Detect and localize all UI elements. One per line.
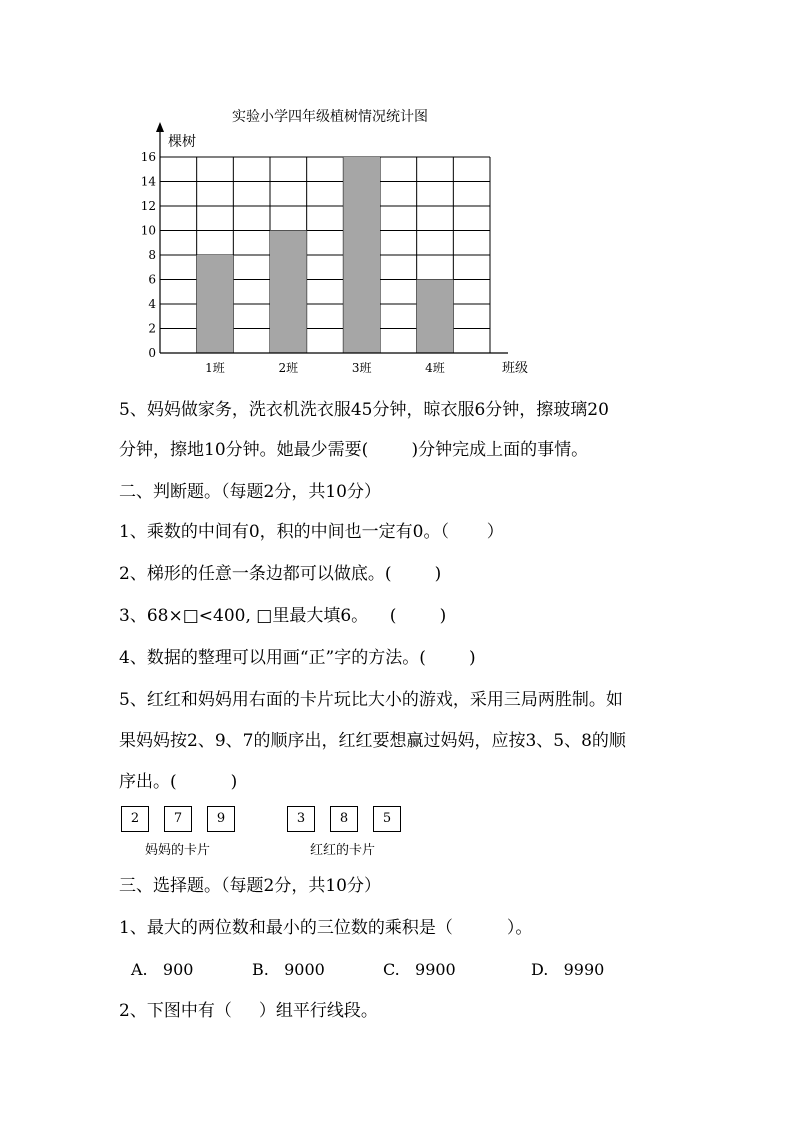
x-tick-label: 4班: [425, 361, 445, 375]
judge-item-5-line-3: 序出。( ): [119, 772, 238, 792]
judge-item-1: 1、乘数的中间有0，积的中间也一定有0。（ ）: [119, 522, 504, 542]
choice-1-option-a: A. 900: [131, 960, 194, 979]
tree-planting-bar-chart: [0, 0, 794, 385]
question-5-line-1: 5、妈妈做家务，洗衣机洗衣服45分钟，晾衣服6分钟，擦玻璃20: [119, 400, 609, 420]
section-3-title: 三、选择题。（每题2分，共10分）: [119, 876, 381, 896]
mom-card-1: 2: [121, 806, 149, 832]
hong-cards-label: 红红的卡片: [310, 843, 376, 858]
choice-question-1: 1、最大的两位数和最小的三位数的乘积是（ ）。: [119, 918, 533, 938]
y-axis-label: 棵树: [168, 134, 196, 150]
mom-cards-label: 妈妈的卡片: [145, 843, 211, 858]
judge-item-5-line-2: 果妈妈按2、9、7的顺序出，红红要想赢过妈妈，应按3、5、8的顺: [119, 731, 626, 751]
bar-1班: [197, 255, 234, 353]
bar-3班: [343, 157, 380, 353]
x-tick-label: 2班: [278, 361, 299, 375]
y-tick-label: 16: [140, 150, 156, 164]
judge-item-3: 3、68×□<400, □里最大填6。 ( ): [119, 606, 447, 626]
y-tick-label: 12: [140, 199, 156, 213]
judge-item-5-line-1: 5、红红和妈妈用右面的卡片玩比大小的游戏，采用三局两胜制。如: [119, 690, 623, 710]
y-tick-label: 0: [148, 346, 156, 360]
section-2-title: 二、判断题。（每题2分，共10分）: [119, 482, 381, 502]
y-tick-label: 6: [148, 272, 156, 287]
y-tick-label: 4: [148, 297, 156, 311]
judge-item-2: 2、梯形的任意一条边都可以做底。( ): [119, 564, 442, 584]
bar-2班: [270, 231, 307, 354]
question-5-line-2: 分钟，擦地10分钟。她最少需要( )分钟完成上面的事情。: [119, 440, 589, 460]
choice-question-2: 2、下图中有（ ）组平行线段。: [119, 1001, 378, 1021]
x-axis-label: 班级: [502, 361, 529, 376]
judge-item-4: 4、数据的整理可以用画“正”字的方法。( ): [119, 648, 476, 668]
y-tick-label: 14: [140, 174, 156, 189]
hong-card-1: 3: [287, 806, 315, 832]
choice-1-option-b: B. 9000: [252, 960, 325, 979]
x-tick-label: 3班: [351, 361, 372, 375]
y-tick-label: 8: [148, 248, 156, 262]
choice-1-option-d: D. 9990: [531, 960, 605, 979]
y-tick-label: 10: [140, 223, 156, 238]
mom-card-3: 9: [207, 806, 235, 832]
bar-4班: [417, 280, 454, 354]
hong-card-2: 8: [330, 806, 358, 832]
choice-1-option-c: C. 9900: [383, 960, 456, 979]
y-tick-label: 2: [148, 321, 156, 336]
y-axis-arrow: [156, 122, 164, 132]
hong-card-3: 5: [373, 806, 401, 832]
x-tick-label: 1班: [205, 361, 225, 375]
chart-title: 实验小学四年级植树情况统计图: [232, 109, 428, 125]
mom-card-2: 7: [164, 806, 192, 832]
